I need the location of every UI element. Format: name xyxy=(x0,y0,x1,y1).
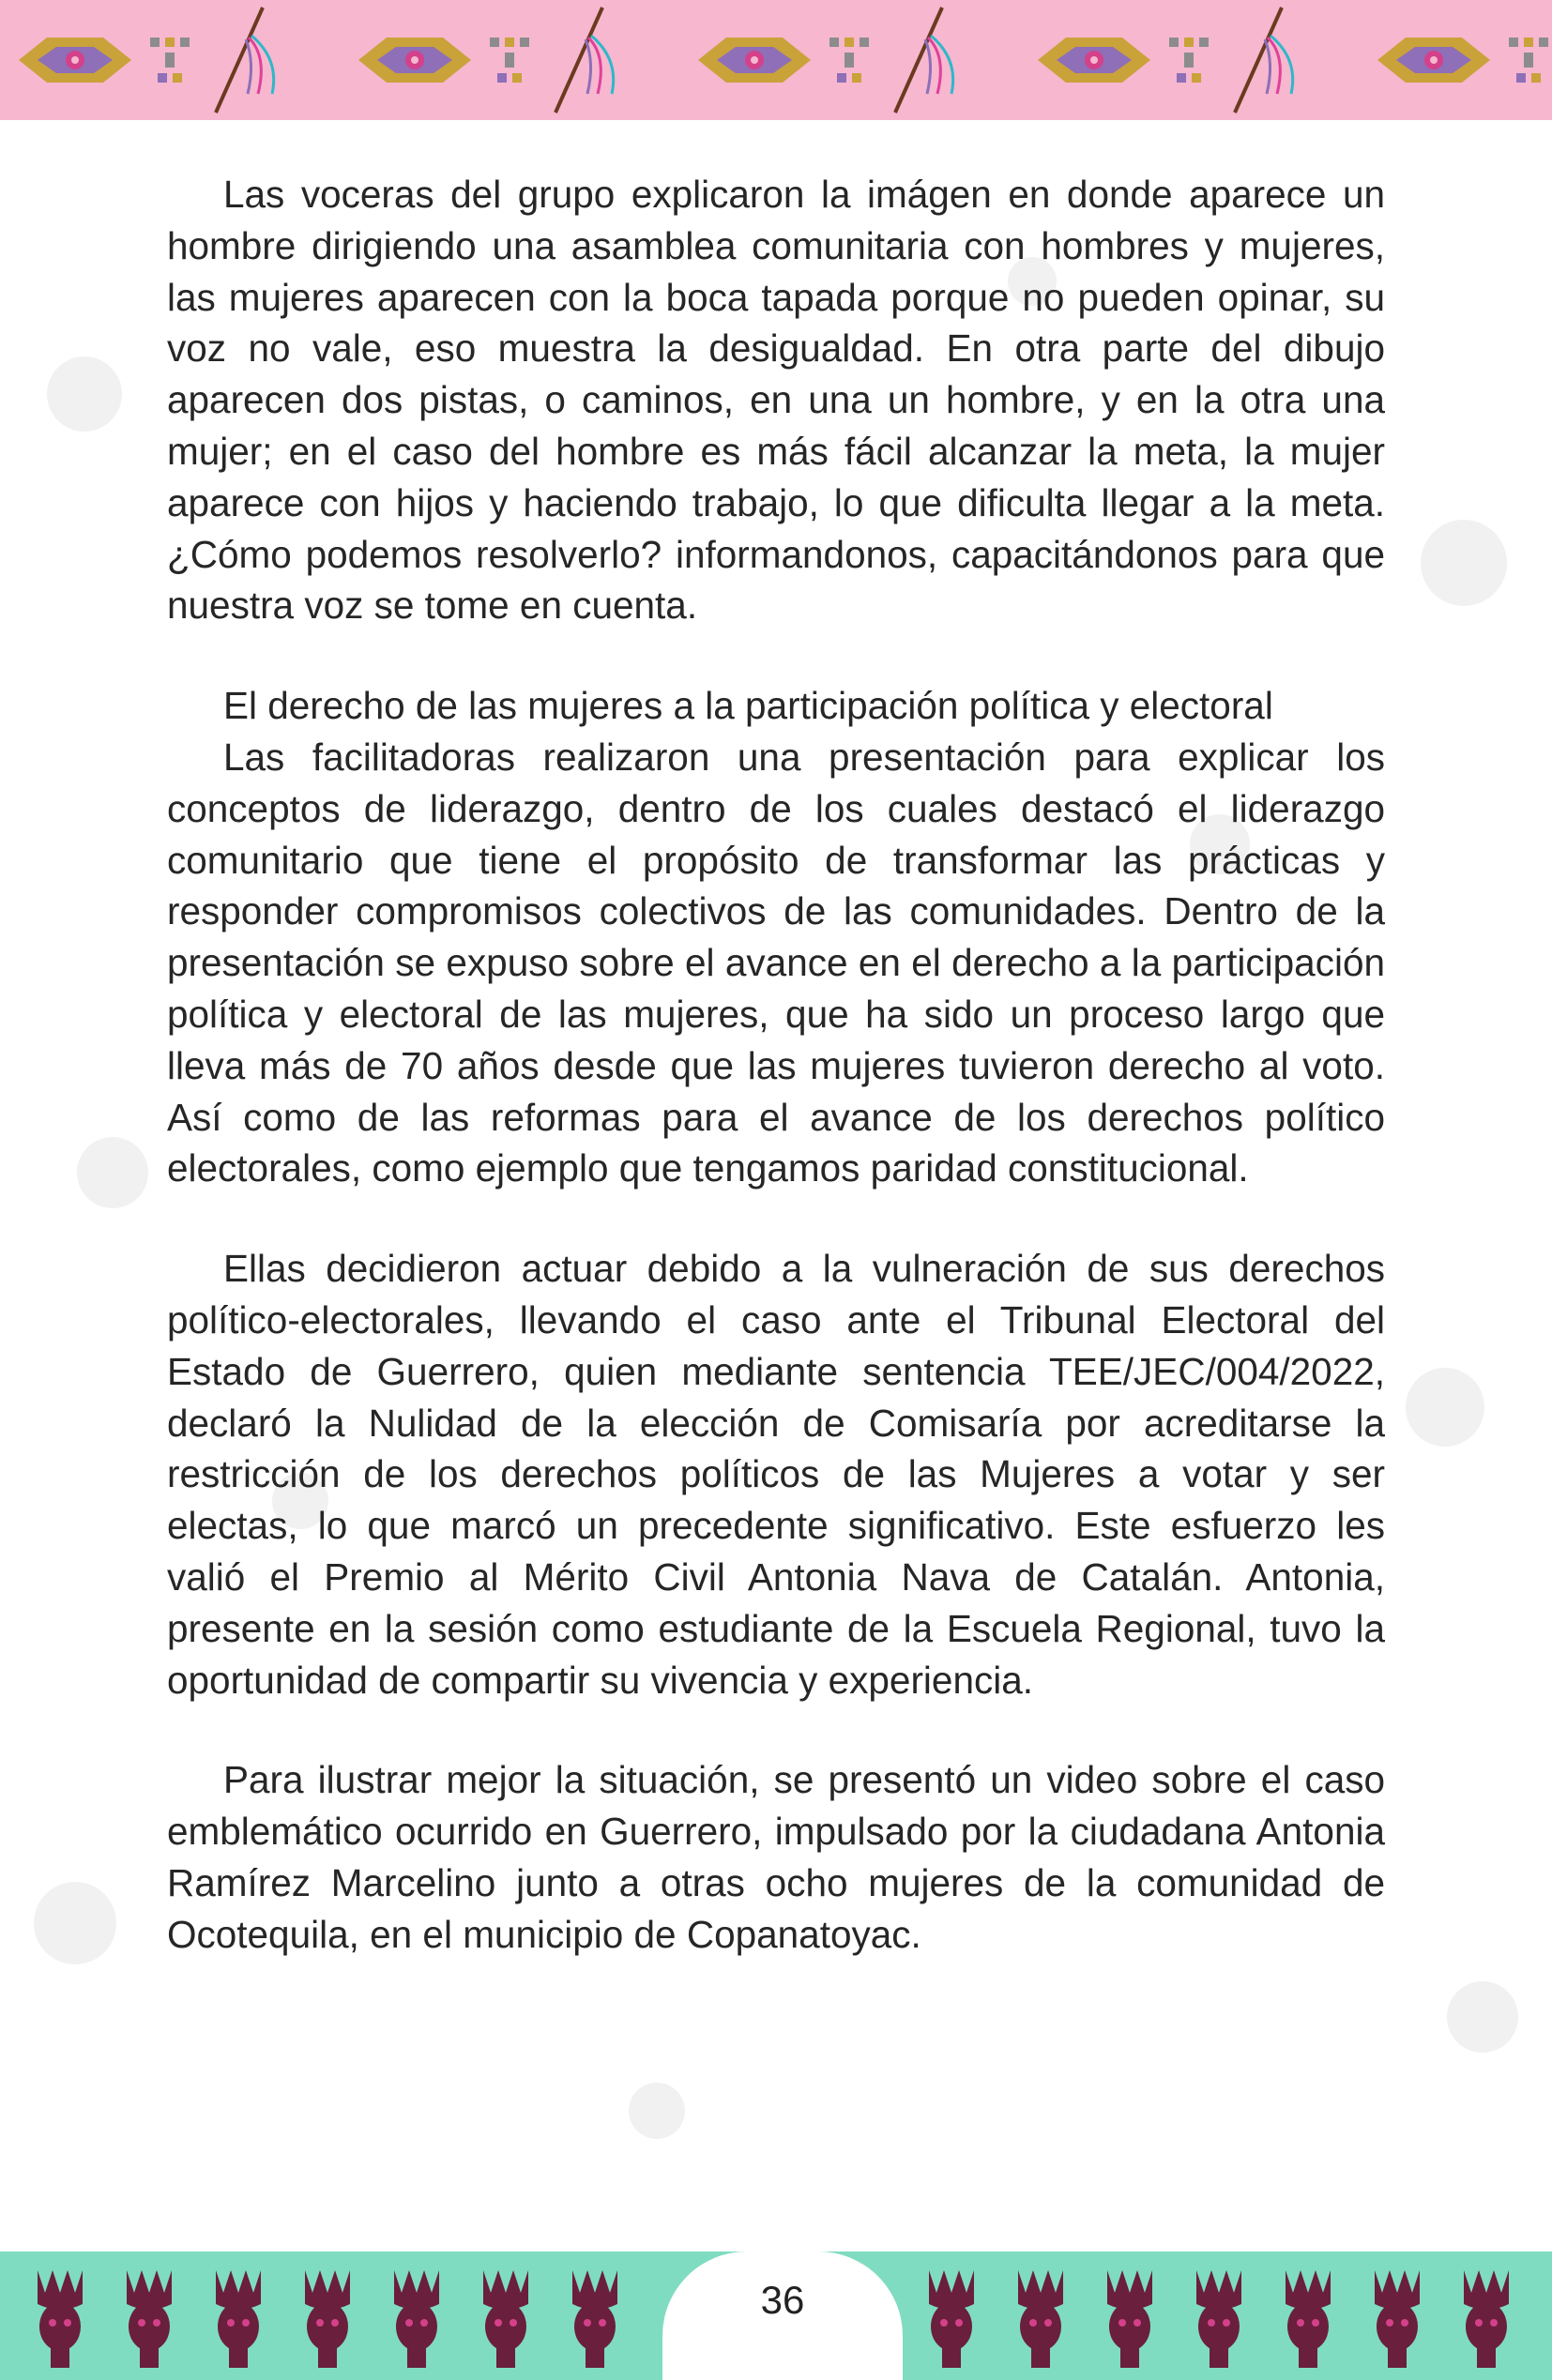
embroidered-diamond-motif-icon xyxy=(1038,38,1209,83)
page-number: 36 xyxy=(760,2278,805,2322)
mask-figure-icon xyxy=(1196,2270,1241,2368)
feather-arrow-icon xyxy=(1235,8,1293,113)
page-body xyxy=(167,169,1385,2009)
embroidered-diamond-motif-icon xyxy=(358,38,529,83)
embroidered-diamond-motif-icon xyxy=(698,38,869,83)
section-heading: El derecho de las mujeres a la participación política y electoral xyxy=(223,684,1273,728)
feather-arrow-icon xyxy=(555,8,614,113)
paragraph-2: Las facilitadoras realizaron una presentación para explicar los conceptos de liderazgo, dentro de los cuales destacó el liderazgo comunitario que tiene el propósito de transformar las prácticas y responder compromisos colectivos de las comunidades. Dentro de la presentación se expuso sobre el avance en el derecho a la participación política y electoral de las mujeres, que ha sido un proceso largo que lleva más de 70 años desde que las mujeres tuvieron derecho al voto. Así como de las reformas para el avance de los derechos político electorales, como ejemplo que tengamos paridad constitucional. xyxy=(167,735,1385,1190)
mask-figure-icon xyxy=(1464,2270,1509,2368)
mask-figure-icon xyxy=(127,2270,172,2368)
embroidered-diamond-motif-icon xyxy=(19,38,190,83)
mask-figure-icon xyxy=(305,2270,350,2368)
feather-arrow-icon xyxy=(895,8,953,113)
mask-figure-icon xyxy=(1286,2270,1331,2368)
mask-figure-icon xyxy=(1018,2270,1063,2368)
paragraph-4: Para ilustrar mejor la situación, se presentó un video sobre el caso emblemático ocurrido en Guerrero, impulsado por la ciudadana Antonia Ramírez Marcelino junto a otras ocho mujeres de la comunidad de Ocotequila, en el municipio de Copanatoyac. xyxy=(167,1758,1385,1956)
paragraph-1: Las voceras del grupo explicaron la imágen en donde aparece un hombre dirigiendo una asamblea comunitaria con hombres y mujeres, las mujeres aparecen con la boca tapada porque no pueden opinar, su voz no vale, eso muestra la desigualdad. En otra parte del dibujo aparecen dos pistas, o caminos, en una un hombre, y en la otra una mujer; en el caso del hombre es más fácil alcanzar la meta, la mujer aparece con hijos y haciendo trabajo, lo que dificulta llegar a la meta. ¿Cómo podemos resolverlo? informandonos, capacitándonos para que nuestra voz se tome en cuenta. xyxy=(167,173,1385,628)
feather-arrow-icon xyxy=(216,8,274,113)
mask-figure-icon xyxy=(394,2270,439,2368)
mask-figure-icon xyxy=(1375,2270,1420,2368)
mask-figure-icon xyxy=(1107,2270,1152,2368)
paragraph-3: Ellas decidieron actuar debido a la vulneración de sus derechos político-electorales, llevando el caso ante el Tribunal Electoral del Estado de Guerrero, quien mediante sentencia TEE/JEC/004/2022, declaró la Nulidad de la elección de Comisaría por acreditarse la restricción de los derechos políticos de las Mujeres a votar y ser electas, lo que marcó un precedente significativo. Este esfuerzo les valió el Premio al Mérito Civil Antonia Nava de Catalán. Antonia, presente en la sesión como estudiante de la Escuela Regional, tuvo la oportunidad de compartir su vivencia y experiencia. xyxy=(167,1247,1385,1702)
mask-figure-icon xyxy=(483,2270,528,2368)
embroidered-diamond-motif-icon xyxy=(0,0,1552,120)
embroidered-diamond-motif-icon xyxy=(1377,38,1548,83)
mask-figure-icon xyxy=(216,2270,261,2368)
mask-figure-icon xyxy=(572,2270,617,2368)
mask-figure-icon xyxy=(929,2270,974,2368)
mask-figure-icon xyxy=(38,2270,83,2368)
top-decorative-band xyxy=(0,0,1552,120)
